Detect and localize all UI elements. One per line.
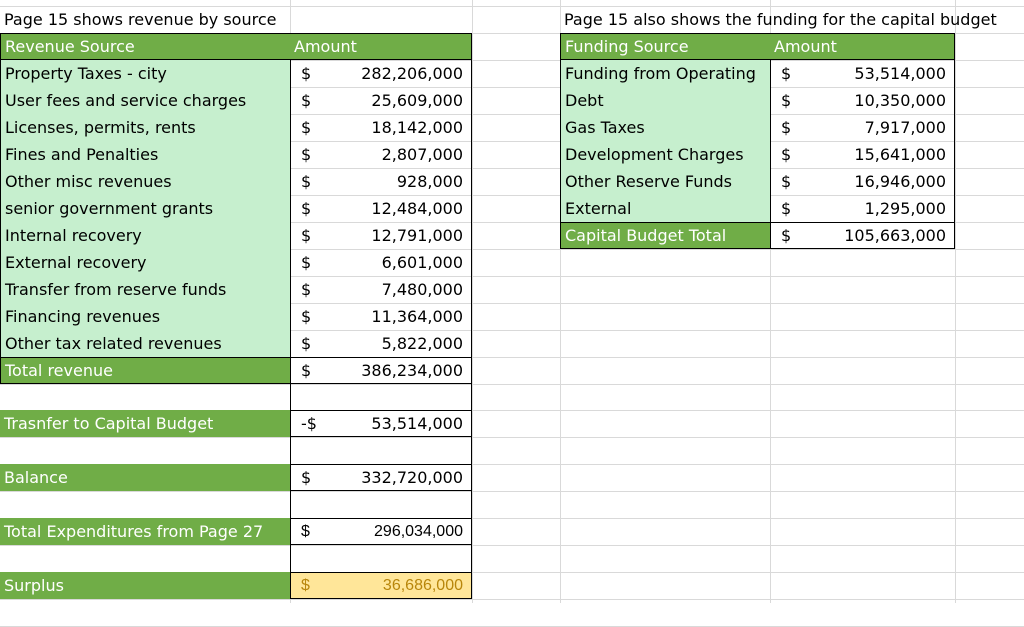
revenue-row-label[interactable]: Financing revenues — [0, 303, 290, 330]
revenue-row-amount[interactable] — [290, 303, 472, 330]
capital-total-amount[interactable] — [770, 222, 955, 249]
amount-value: 928,000 — [396, 171, 463, 191]
revenue-section-title[interactable]: Page 15 shows revenue by source — [4, 9, 277, 29]
revenue-row-amount[interactable] — [290, 276, 472, 303]
gridline — [472, 0, 473, 603]
currency-symbol: -$ — [301, 413, 317, 433]
revenue-row-label[interactable]: User fees and service charges — [0, 87, 290, 114]
revenue-row-amount[interactable] — [290, 114, 472, 141]
revenue-row-label[interactable]: Transfer from reserve funds — [0, 276, 290, 303]
amount-value: 18,142,000 — [371, 117, 463, 137]
amount-value: 7,480,000 — [381, 279, 463, 299]
capital-row-amount[interactable] — [770, 195, 955, 222]
currency-symbol: $ — [781, 198, 792, 218]
capital-row-label[interactable]: External — [560, 195, 770, 222]
amount-value: 1,295,000 — [864, 198, 946, 218]
revenue-row-label[interactable]: Property Taxes - city — [0, 60, 290, 87]
transfer-label[interactable]: Trasnfer to Capital Budget — [0, 410, 290, 437]
currency-symbol: $ — [301, 63, 312, 83]
amount-value: 11,364,000 — [371, 306, 463, 326]
transfer-amount[interactable] — [290, 410, 472, 437]
currency-symbol: $ — [301, 252, 312, 272]
capital-row-amount[interactable] — [770, 87, 955, 114]
currency-symbol: $ — [301, 306, 312, 326]
revenue-row-label[interactable]: Other tax related revenues — [0, 330, 290, 357]
currency-symbol: $ — [301, 333, 312, 353]
capital-row-label[interactable]: Gas Taxes — [560, 114, 770, 141]
currency-symbol: $ — [781, 171, 792, 191]
revenue-row-label[interactable]: Internal recovery — [0, 222, 290, 249]
expenditures-amount[interactable] — [290, 518, 472, 545]
capital-row-amount[interactable] — [770, 60, 955, 87]
capital-row-label[interactable]: Development Charges — [560, 141, 770, 168]
gridline — [0, 491, 1024, 492]
amount-value: 12,484,000 — [371, 198, 463, 218]
gridline — [955, 0, 956, 603]
amount-value: 15,641,000 — [854, 144, 946, 164]
revenue-header-source[interactable]: Revenue Source — [0, 33, 290, 60]
surplus-amount[interactable] — [290, 572, 472, 599]
amount-value: 25,609,000 — [371, 90, 463, 110]
gridline — [0, 437, 1024, 438]
revenue-row-amount[interactable] — [290, 330, 472, 357]
amount-value: 10,350,000 — [854, 90, 946, 110]
capital-row-label[interactable]: Funding from Operating — [560, 60, 770, 87]
revenue-row-label[interactable]: Licenses, permits, rents — [0, 114, 290, 141]
amount-value: 53,514,000 — [854, 63, 946, 83]
revenue-header-amount[interactable]: Amount — [290, 33, 472, 60]
revenue-row-amount[interactable] — [290, 195, 472, 222]
revenue-row-label[interactable]: External recovery — [0, 249, 290, 276]
expenditures-label[interactable]: Total Expenditures from Page 27 — [0, 518, 290, 545]
capital-header-amount[interactable]: Amount — [770, 33, 955, 60]
currency-symbol: $ — [301, 144, 312, 164]
currency-symbol: $ — [301, 117, 312, 137]
revenue-row-amount[interactable] — [290, 222, 472, 249]
currency-symbol: $ — [301, 225, 312, 245]
currency-symbol: $ — [301, 522, 310, 540]
currency-symbol: $ — [781, 90, 792, 110]
total-revenue-label[interactable]: Total revenue — [0, 357, 290, 384]
revenue-row-label[interactable]: Fines and Penalties — [0, 141, 290, 168]
capital-row-label[interactable]: Debt — [560, 87, 770, 114]
capital-row-amount[interactable] — [770, 141, 955, 168]
capital-row-label[interactable]: Other Reserve Funds — [560, 168, 770, 195]
gridline — [0, 545, 1024, 546]
empty-amount-cell[interactable] — [290, 384, 472, 410]
empty-amount-cell[interactable] — [290, 437, 472, 464]
revenue-row-amount[interactable] — [290, 141, 472, 168]
amount-value: 36,686,000 — [382, 576, 463, 594]
capital-header-source[interactable]: Funding Source — [560, 33, 770, 60]
total-revenue-amount[interactable] — [290, 357, 472, 384]
surplus-label[interactable]: Surplus — [0, 572, 290, 599]
revenue-row-amount[interactable] — [290, 60, 472, 87]
currency-symbol: $ — [301, 360, 312, 380]
currency-symbol: $ — [301, 576, 310, 594]
capital-total-label[interactable]: Capital Budget Total — [560, 222, 770, 249]
revenue-row-label[interactable]: Other misc revenues — [0, 168, 290, 195]
empty-amount-cell[interactable] — [290, 545, 472, 572]
currency-symbol: $ — [301, 90, 312, 110]
currency-symbol: $ — [301, 279, 312, 299]
currency-symbol: $ — [301, 198, 312, 218]
amount-value: 7,917,000 — [864, 117, 946, 137]
amount-value: 105,663,000 — [844, 225, 946, 245]
capital-row-amount[interactable] — [770, 114, 955, 141]
capital-row-amount[interactable] — [770, 168, 955, 195]
amount-value: 2,807,000 — [381, 144, 463, 164]
currency-symbol: $ — [781, 63, 792, 83]
amount-value: 386,234,000 — [361, 360, 463, 380]
currency-symbol: $ — [301, 171, 312, 191]
capital-section-title[interactable]: Page 15 also shows the funding for the capital budget — [564, 9, 997, 29]
gridline — [0, 384, 1024, 385]
revenue-row-label[interactable]: senior government grants — [0, 195, 290, 222]
empty-amount-cell[interactable] — [290, 491, 472, 518]
amount-value: 12,791,000 — [371, 225, 463, 245]
currency-symbol: $ — [781, 225, 792, 245]
amount-value: 16,946,000 — [854, 171, 946, 191]
revenue-row-amount[interactable] — [290, 87, 472, 114]
amount-value: 6,601,000 — [381, 252, 463, 272]
amount-value: 5,822,000 — [381, 333, 463, 353]
revenue-row-amount[interactable] — [290, 168, 472, 195]
currency-symbol: $ — [301, 467, 312, 487]
currency-symbol: $ — [781, 117, 792, 137]
amount-value: 282,206,000 — [361, 63, 463, 83]
currency-symbol: $ — [781, 144, 792, 164]
revenue-row-amount[interactable] — [290, 249, 472, 276]
balance-label[interactable]: Balance — [0, 464, 290, 491]
amount-value: 332,720,000 — [361, 467, 463, 487]
amount-value: 296,034,000 — [374, 522, 463, 540]
balance-amount[interactable] — [290, 464, 472, 491]
amount-value: 53,514,000 — [371, 413, 463, 433]
gridline — [0, 599, 1024, 600]
